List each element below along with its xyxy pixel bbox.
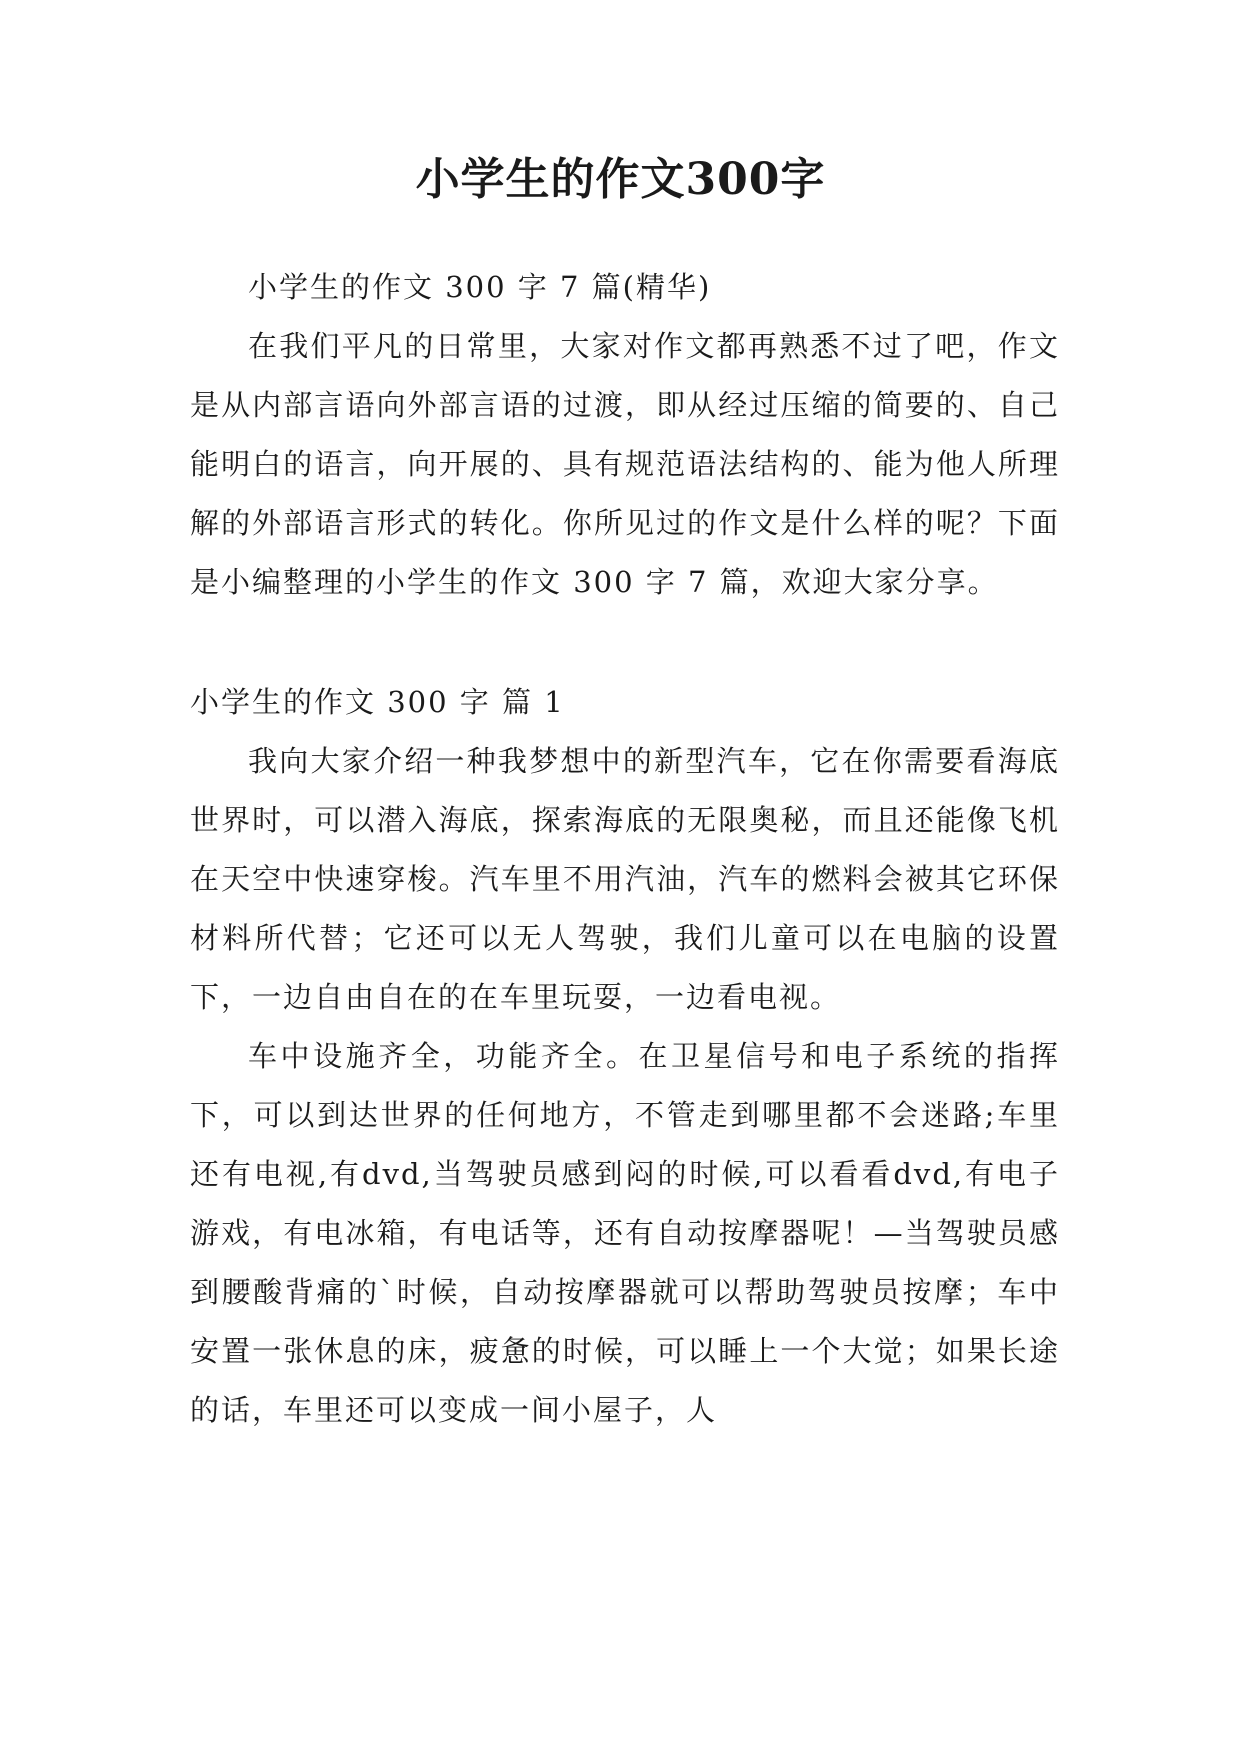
body-paragraph: 我向大家介绍一种我梦想中的新型汽车，它在你需要看海底世界时，可以潜入海底，探索海底的无限奥秘，而且还能像飞机在天空中快速穿梭。汽车里不用汽油，汽车的燃料会被其它环保材料所代替；它还可以无人驾驶，我们儿童可以在电脑的设置下，一边自由自在的在车里玩耍，一边看电视。	[190, 744, 1060, 1014]
section-spacer	[190, 612, 1060, 673]
document-subtitle: 小学生的作文 300 字 7 篇(精华)	[248, 270, 712, 304]
intro-paragraph: 在我们平凡的日常里，大家对作文都再熟悉不过了吧，作文是从内部言语向外部言语的过渡，即从经过压缩的简要的、自己能明白的语言，向开展的、具有规范语法结构的、能为他人所理解的外部语言形式的转化。你所见过的作文是什么样的呢？下面是小编整理的小学生的作文 300 字 7 篇，欢迎大家分享。	[190, 329, 1060, 599]
section-heading: 小学生的作文 300 字 篇 1	[190, 685, 565, 719]
document-body	[190, 258, 1060, 1440]
document-title: 小学生的作文300字	[415, 154, 826, 205]
body-paragraph: 车中设施齐全，功能齐全。在卫星信号和电子系统的指挥下，可以到达世界的任何地方，不管走到哪里都不会迷路;车里还有电视,有dvd,当驾驶员感到闷的时候,可以看看dvd,有电子游戏，有电冰箱，有电话等，还有自动按摩器呢！—当驾驶员感到腰酸背痛的`时候，自动按摩器就可以帮助驾驶员按摩；车中安置一张休息的床，疲惫的时候，可以睡上一个大觉；如果长途的话，车里还可以变成一间小屋子，人	[190, 1039, 1060, 1427]
